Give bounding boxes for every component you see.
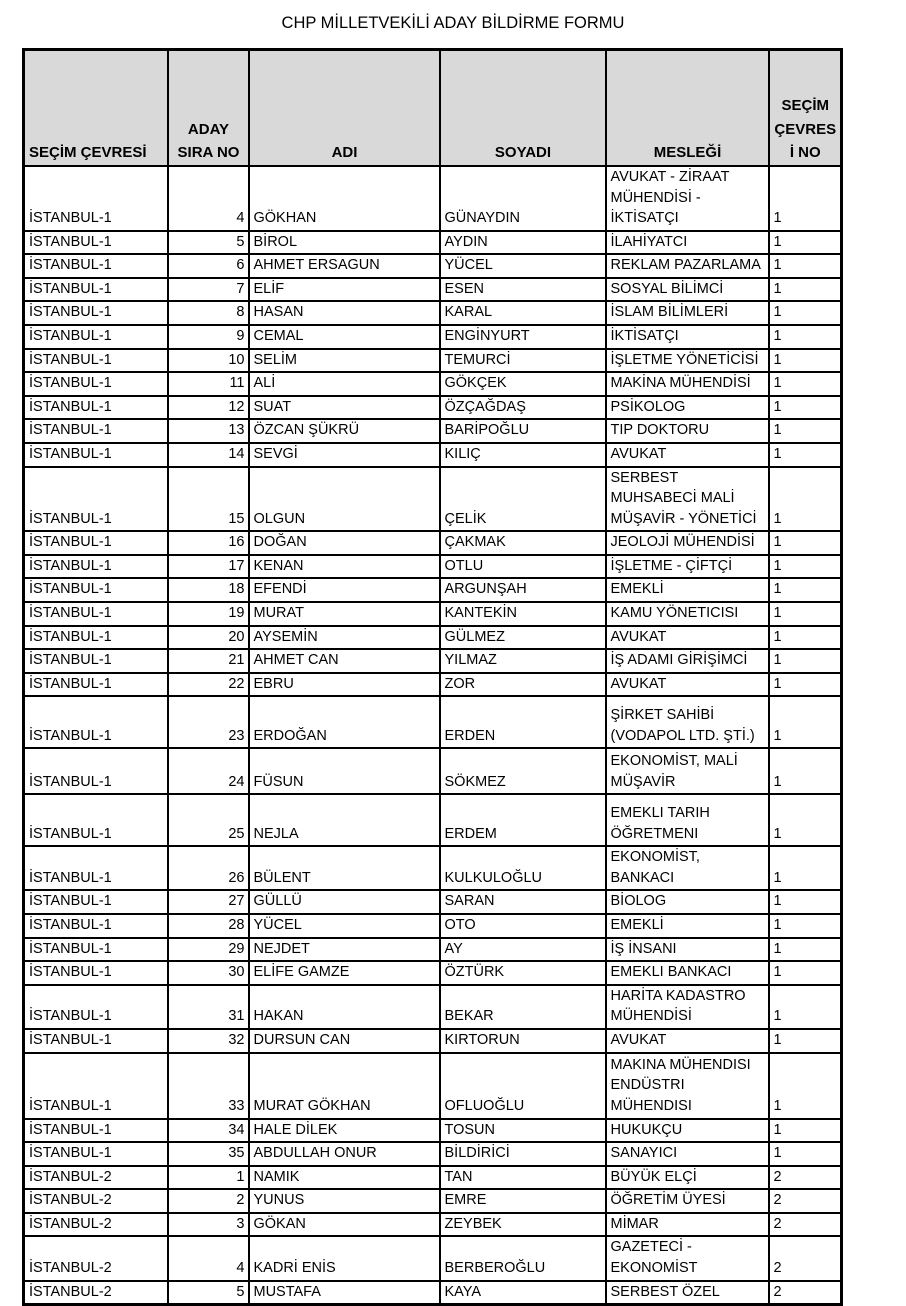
table-row xyxy=(24,938,842,962)
cell-first_name: HALE DİLEK xyxy=(249,1119,440,1143)
cell-last_name: ZOR xyxy=(440,673,606,697)
column-header-order: ADAY SIRA NO xyxy=(168,50,249,167)
cell-first_name: BİROL xyxy=(249,231,440,255)
cell-order: 13 xyxy=(168,419,249,443)
cell-last_name: ERDEM xyxy=(440,794,606,846)
cell-profession: EMEKLI TARIH ÖĞRETMENI xyxy=(606,794,769,846)
cell-last_name: GÖKÇEK xyxy=(440,372,606,396)
cell-profession: İŞLETME YÖNETİCİSİ xyxy=(606,349,769,373)
cell-first_name: ELİF xyxy=(249,278,440,302)
cell-profession: EKONOMİST, MALİ MÜŞAVİR xyxy=(606,748,769,794)
cell-profession: İLAHİYATCI xyxy=(606,231,769,255)
cell-district: İSTANBUL-1 xyxy=(24,467,168,532)
cell-first_name: BÜLENT xyxy=(249,846,440,890)
cell-first_name: ERDOĞAN xyxy=(249,696,440,748)
cell-first_name: KADRİ ENİS xyxy=(249,1236,440,1280)
cell-first_name: YÜCEL xyxy=(249,914,440,938)
cell-first_name: CEMAL xyxy=(249,325,440,349)
cell-district_no: 1 xyxy=(769,166,842,231)
cell-district_no: 1 xyxy=(769,396,842,420)
cell-last_name: ZEYBEK xyxy=(440,1213,606,1237)
cell-profession: GAZETECİ - EKONOMİST xyxy=(606,1236,769,1280)
cell-last_name: SARAN xyxy=(440,890,606,914)
cell-order: 19 xyxy=(168,602,249,626)
cell-district_no: 1 xyxy=(769,372,842,396)
cell-first_name: NAMIK xyxy=(249,1166,440,1190)
cell-profession: SERBEST MUHSABECİ MALİ MÜŞAVİR - YÖNETİCİ xyxy=(606,467,769,532)
cell-order: 4 xyxy=(168,1236,249,1280)
cell-first_name: DURSUN CAN xyxy=(249,1029,440,1053)
cell-first_name: AYSEMİN xyxy=(249,626,440,650)
cell-district_no: 2 xyxy=(769,1236,842,1280)
cell-district_no: 1 xyxy=(769,1119,842,1143)
cell-district: İSTANBUL-2 xyxy=(24,1166,168,1190)
cell-district: İSTANBUL-1 xyxy=(24,555,168,579)
cell-last_name: YÜCEL xyxy=(440,254,606,278)
cell-order: 5 xyxy=(168,231,249,255)
cell-district_no: 1 xyxy=(769,794,842,846)
cell-district_no: 1 xyxy=(769,649,842,673)
cell-district: İSTANBUL-1 xyxy=(24,985,168,1029)
cell-profession: JEOLOJİ MÜHENDİSİ xyxy=(606,531,769,555)
cell-district: İSTANBUL-1 xyxy=(24,890,168,914)
cell-district_no: 1 xyxy=(769,419,842,443)
cell-profession: EMEKLİ xyxy=(606,914,769,938)
cell-last_name: TAN xyxy=(440,1166,606,1190)
cell-district_no: 1 xyxy=(769,938,842,962)
cell-district: İSTANBUL-1 xyxy=(24,231,168,255)
cell-first_name: MURAT GÖKHAN xyxy=(249,1053,440,1119)
cell-last_name: BERBEROĞLU xyxy=(440,1236,606,1280)
cell-order: 12 xyxy=(168,396,249,420)
cell-profession: KAMU YÖNETICISI xyxy=(606,602,769,626)
cell-first_name: MUSTAFA xyxy=(249,1281,440,1305)
column-header-district: SEÇİM ÇEVRESİ xyxy=(24,50,168,167)
cell-last_name: OTO xyxy=(440,914,606,938)
cell-order: 29 xyxy=(168,938,249,962)
table-row xyxy=(24,961,842,985)
table-row xyxy=(24,626,842,650)
cell-district: İSTANBUL-2 xyxy=(24,1281,168,1305)
cell-order: 16 xyxy=(168,531,249,555)
table-row xyxy=(24,1166,842,1190)
cell-last_name: AYDIN xyxy=(440,231,606,255)
cell-district: İSTANBUL-1 xyxy=(24,914,168,938)
cell-order: 7 xyxy=(168,278,249,302)
cell-first_name: SELİM xyxy=(249,349,440,373)
table-row xyxy=(24,1119,842,1143)
cell-district_no: 2 xyxy=(769,1166,842,1190)
table-body xyxy=(24,166,842,1305)
cell-district_no: 1 xyxy=(769,626,842,650)
cell-district: İSTANBUL-2 xyxy=(24,1189,168,1213)
cell-order: 15 xyxy=(168,467,249,532)
cell-order: 9 xyxy=(168,325,249,349)
table-row xyxy=(24,1236,842,1280)
cell-order: 10 xyxy=(168,349,249,373)
cell-district_no: 1 xyxy=(769,555,842,579)
cell-district_no: 1 xyxy=(769,325,842,349)
cell-order: 32 xyxy=(168,1029,249,1053)
cell-order: 2 xyxy=(168,1189,249,1213)
cell-district_no: 1 xyxy=(769,349,842,373)
cell-district: İSTANBUL-1 xyxy=(24,1142,168,1166)
table-row xyxy=(24,890,842,914)
cell-order: 3 xyxy=(168,1213,249,1237)
table-row xyxy=(24,985,842,1029)
cell-district: İSTANBUL-1 xyxy=(24,961,168,985)
cell-profession: AVUKAT - ZİRAAT MÜHENDİSİ - İKTİSATÇI xyxy=(606,166,769,231)
cell-last_name: GÜLMEZ xyxy=(440,626,606,650)
cell-profession: AVUKAT xyxy=(606,443,769,467)
cell-first_name: AHMET ERSAGUN xyxy=(249,254,440,278)
cell-last_name: TOSUN xyxy=(440,1119,606,1143)
cell-district: İSTANBUL-1 xyxy=(24,396,168,420)
cell-last_name: KAYA xyxy=(440,1281,606,1305)
candidates-table xyxy=(22,48,843,1306)
cell-district: İSTANBUL-1 xyxy=(24,372,168,396)
cell-profession: BÜYÜK ELÇİ xyxy=(606,1166,769,1190)
cell-district: İSTANBUL-1 xyxy=(24,602,168,626)
cell-profession: TIP DOKTORU xyxy=(606,419,769,443)
cell-last_name: GÜNAYDIN xyxy=(440,166,606,231)
table-row xyxy=(24,1053,842,1119)
table-row xyxy=(24,301,842,325)
table-row xyxy=(24,846,842,890)
cell-order: 20 xyxy=(168,626,249,650)
table-header xyxy=(24,50,842,167)
cell-district_no: 1 xyxy=(769,278,842,302)
cell-first_name: HAKAN xyxy=(249,985,440,1029)
cell-order: 17 xyxy=(168,555,249,579)
cell-first_name: HASAN xyxy=(249,301,440,325)
table-row xyxy=(24,231,842,255)
cell-district_no: 2 xyxy=(769,1189,842,1213)
cell-order: 34 xyxy=(168,1119,249,1143)
table-row xyxy=(24,748,842,794)
table-row xyxy=(24,602,842,626)
table-row xyxy=(24,396,842,420)
cell-district_no: 1 xyxy=(769,443,842,467)
cell-first_name: FÜSUN xyxy=(249,748,440,794)
cell-district: İSTANBUL-1 xyxy=(24,254,168,278)
cell-first_name: YUNUS xyxy=(249,1189,440,1213)
cell-district_no: 2 xyxy=(769,1213,842,1237)
cell-profession: SOSYAL BİLİMCİ xyxy=(606,278,769,302)
table-row xyxy=(24,419,842,443)
column-header-first-name: ADI xyxy=(249,50,440,167)
header-row xyxy=(24,50,842,167)
cell-profession: İŞLETME - ÇİFTÇİ xyxy=(606,555,769,579)
cell-last_name: ENGİNYURT xyxy=(440,325,606,349)
cell-profession: SERBEST ÖZEL xyxy=(606,1281,769,1305)
table-row xyxy=(24,443,842,467)
cell-first_name: DOĞAN xyxy=(249,531,440,555)
cell-profession: AVUKAT xyxy=(606,1029,769,1053)
cell-first_name: GÖKAN xyxy=(249,1213,440,1237)
cell-first_name: GÖKHAN xyxy=(249,166,440,231)
cell-first_name: MURAT xyxy=(249,602,440,626)
cell-order: 23 xyxy=(168,696,249,748)
cell-order: 30 xyxy=(168,961,249,985)
cell-last_name: AY xyxy=(440,938,606,962)
cell-district: İSTANBUL-1 xyxy=(24,1119,168,1143)
cell-district_no: 1 xyxy=(769,231,842,255)
cell-first_name: EFENDİ xyxy=(249,578,440,602)
cell-profession: İSLAM BİLİMLERİ xyxy=(606,301,769,325)
cell-order: 33 xyxy=(168,1053,249,1119)
cell-profession: İŞ ADAMI GİRİŞİMCİ xyxy=(606,649,769,673)
cell-district_no: 1 xyxy=(769,301,842,325)
cell-last_name: SÖKMEZ xyxy=(440,748,606,794)
table-row xyxy=(24,578,842,602)
cell-first_name: NEJLA xyxy=(249,794,440,846)
cell-first_name: ELİFE GAMZE xyxy=(249,961,440,985)
cell-first_name: SUAT xyxy=(249,396,440,420)
cell-last_name: ESEN xyxy=(440,278,606,302)
cell-last_name: ERDEN xyxy=(440,696,606,748)
table-row xyxy=(24,1029,842,1053)
cell-first_name: ÖZCAN ŞÜKRÜ xyxy=(249,419,440,443)
cell-district_no: 2 xyxy=(769,1281,842,1305)
cell-order: 4 xyxy=(168,166,249,231)
table-row xyxy=(24,325,842,349)
cell-profession: MAKİNA MÜHENDİSİ xyxy=(606,372,769,396)
cell-district: İSTANBUL-1 xyxy=(24,673,168,697)
cell-first_name: NEJDET xyxy=(249,938,440,962)
cell-order: 24 xyxy=(168,748,249,794)
cell-last_name: KULKULOĞLU xyxy=(440,846,606,890)
table-row xyxy=(24,555,842,579)
cell-profession: EKONOMİST, BANKACI xyxy=(606,846,769,890)
cell-first_name: AHMET CAN xyxy=(249,649,440,673)
cell-profession: ÖĞRETİM ÜYESİ xyxy=(606,1189,769,1213)
column-header-profession: MESLEĞİ xyxy=(606,50,769,167)
cell-last_name: OTLU xyxy=(440,555,606,579)
cell-profession: HUKUKÇU xyxy=(606,1119,769,1143)
table-row xyxy=(24,794,842,846)
cell-district: İSTANBUL-1 xyxy=(24,443,168,467)
cell-last_name: KARAL xyxy=(440,301,606,325)
cell-district_no: 1 xyxy=(769,1142,842,1166)
cell-district: İSTANBUL-1 xyxy=(24,1053,168,1119)
cell-order: 8 xyxy=(168,301,249,325)
cell-district: İSTANBUL-1 xyxy=(24,748,168,794)
cell-last_name: OFLUOĞLU xyxy=(440,1053,606,1119)
cell-district_no: 1 xyxy=(769,1029,842,1053)
cell-order: 26 xyxy=(168,846,249,890)
cell-district_no: 1 xyxy=(769,254,842,278)
cell-district_no: 1 xyxy=(769,846,842,890)
cell-district: İSTANBUL-1 xyxy=(24,419,168,443)
cell-profession: MAKINA MÜHENDISI ENDÜSTRI MÜHENDISI xyxy=(606,1053,769,1119)
cell-district_no: 1 xyxy=(769,673,842,697)
cell-order: 21 xyxy=(168,649,249,673)
cell-first_name: EBRU xyxy=(249,673,440,697)
cell-district_no: 1 xyxy=(769,890,842,914)
table-row xyxy=(24,649,842,673)
cell-order: 22 xyxy=(168,673,249,697)
table-row xyxy=(24,914,842,938)
cell-district: İSTANBUL-1 xyxy=(24,578,168,602)
table-row xyxy=(24,1213,842,1237)
cell-district_no: 1 xyxy=(769,602,842,626)
cell-first_name: OLGUN xyxy=(249,467,440,532)
cell-profession: EMEKLİ xyxy=(606,578,769,602)
cell-last_name: ÇELİK xyxy=(440,467,606,532)
cell-district: İSTANBUL-1 xyxy=(24,278,168,302)
cell-district: İSTANBUL-1 xyxy=(24,349,168,373)
cell-district: İSTANBUL-1 xyxy=(24,626,168,650)
table-row xyxy=(24,673,842,697)
column-header-district-no: SEÇİM ÇEVRESİ NO xyxy=(769,50,842,167)
page-title: CHP MİLLETVEKİLİ ADAY BİLDİRME FORMU xyxy=(281,14,625,32)
table-row xyxy=(24,1142,842,1166)
cell-district: İSTANBUL-1 xyxy=(24,166,168,231)
cell-order: 35 xyxy=(168,1142,249,1166)
cell-district: İSTANBUL-1 xyxy=(24,325,168,349)
cell-district: İSTANBUL-1 xyxy=(24,846,168,890)
cell-district_no: 1 xyxy=(769,1053,842,1119)
cell-profession: AVUKAT xyxy=(606,626,769,650)
table-row xyxy=(24,278,842,302)
cell-district_no: 1 xyxy=(769,914,842,938)
cell-order: 28 xyxy=(168,914,249,938)
table-row xyxy=(24,1189,842,1213)
cell-profession: İKTİSATÇI xyxy=(606,325,769,349)
cell-district: İSTANBUL-1 xyxy=(24,1029,168,1053)
cell-order: 27 xyxy=(168,890,249,914)
table-row xyxy=(24,166,842,231)
cell-last_name: ÇAKMAK xyxy=(440,531,606,555)
cell-last_name: KANTEKİN xyxy=(440,602,606,626)
column-header-last-name: SOYADI xyxy=(440,50,606,167)
cell-last_name: YILMAZ xyxy=(440,649,606,673)
table-row xyxy=(24,467,842,532)
cell-order: 18 xyxy=(168,578,249,602)
cell-last_name: EMRE xyxy=(440,1189,606,1213)
cell-last_name: BİLDİRİCİ xyxy=(440,1142,606,1166)
cell-last_name: ÖZÇAĞDAŞ xyxy=(440,396,606,420)
cell-last_name: ÖZTÜRK xyxy=(440,961,606,985)
cell-order: 6 xyxy=(168,254,249,278)
table-row xyxy=(24,254,842,278)
cell-district_no: 1 xyxy=(769,531,842,555)
cell-last_name: BARİPOĞLU xyxy=(440,419,606,443)
cell-profession: SANAYICI xyxy=(606,1142,769,1166)
cell-profession: MİMAR xyxy=(606,1213,769,1237)
cell-district_no: 1 xyxy=(769,578,842,602)
cell-profession: PSİKOLOG xyxy=(606,396,769,420)
cell-district: İSTANBUL-1 xyxy=(24,649,168,673)
cell-district_no: 1 xyxy=(769,961,842,985)
cell-last_name: TEMURCİ xyxy=(440,349,606,373)
cell-last_name: KILIÇ xyxy=(440,443,606,467)
table-row xyxy=(24,1281,842,1305)
cell-last_name: KIRTORUN xyxy=(440,1029,606,1053)
cell-district: İSTANBUL-1 xyxy=(24,794,168,846)
cell-order: 1 xyxy=(168,1166,249,1190)
cell-last_name: ARGUNŞAH xyxy=(440,578,606,602)
cell-first_name: KENAN xyxy=(249,555,440,579)
table-row xyxy=(24,372,842,396)
cell-order: 14 xyxy=(168,443,249,467)
cell-profession: AVUKAT xyxy=(606,673,769,697)
cell-first_name: ABDULLAH ONUR xyxy=(249,1142,440,1166)
cell-order: 31 xyxy=(168,985,249,1029)
cell-first_name: ALİ xyxy=(249,372,440,396)
cell-district: İSTANBUL-1 xyxy=(24,301,168,325)
table-row xyxy=(24,531,842,555)
cell-profession: BİOLOG xyxy=(606,890,769,914)
cell-profession: ŞİRKET SAHİBİ (VODAPOL LTD. ŞTİ.) xyxy=(606,696,769,748)
cell-profession: REKLAM PAZARLAMA xyxy=(606,254,769,278)
cell-profession: EMEKLI BANKACI xyxy=(606,961,769,985)
cell-order: 5 xyxy=(168,1281,249,1305)
cell-district: İSTANBUL-2 xyxy=(24,1236,168,1280)
table-row xyxy=(24,696,842,748)
cell-district_no: 1 xyxy=(769,467,842,532)
cell-district_no: 1 xyxy=(769,696,842,748)
cell-district: İSTANBUL-1 xyxy=(24,531,168,555)
cell-district_no: 1 xyxy=(769,748,842,794)
cell-district: İSTANBUL-1 xyxy=(24,696,168,748)
cell-order: 25 xyxy=(168,794,249,846)
cell-district: İSTANBUL-2 xyxy=(24,1213,168,1237)
cell-first_name: SEVGİ xyxy=(249,443,440,467)
cell-profession: HARİTA KADASTRO MÜHENDİSİ xyxy=(606,985,769,1029)
cell-last_name: BEKAR xyxy=(440,985,606,1029)
cell-first_name: GÜLLÜ xyxy=(249,890,440,914)
table-row xyxy=(24,349,842,373)
cell-order: 11 xyxy=(168,372,249,396)
cell-profession: İŞ İNSANI xyxy=(606,938,769,962)
cell-district: İSTANBUL-1 xyxy=(24,938,168,962)
cell-district_no: 1 xyxy=(769,985,842,1029)
